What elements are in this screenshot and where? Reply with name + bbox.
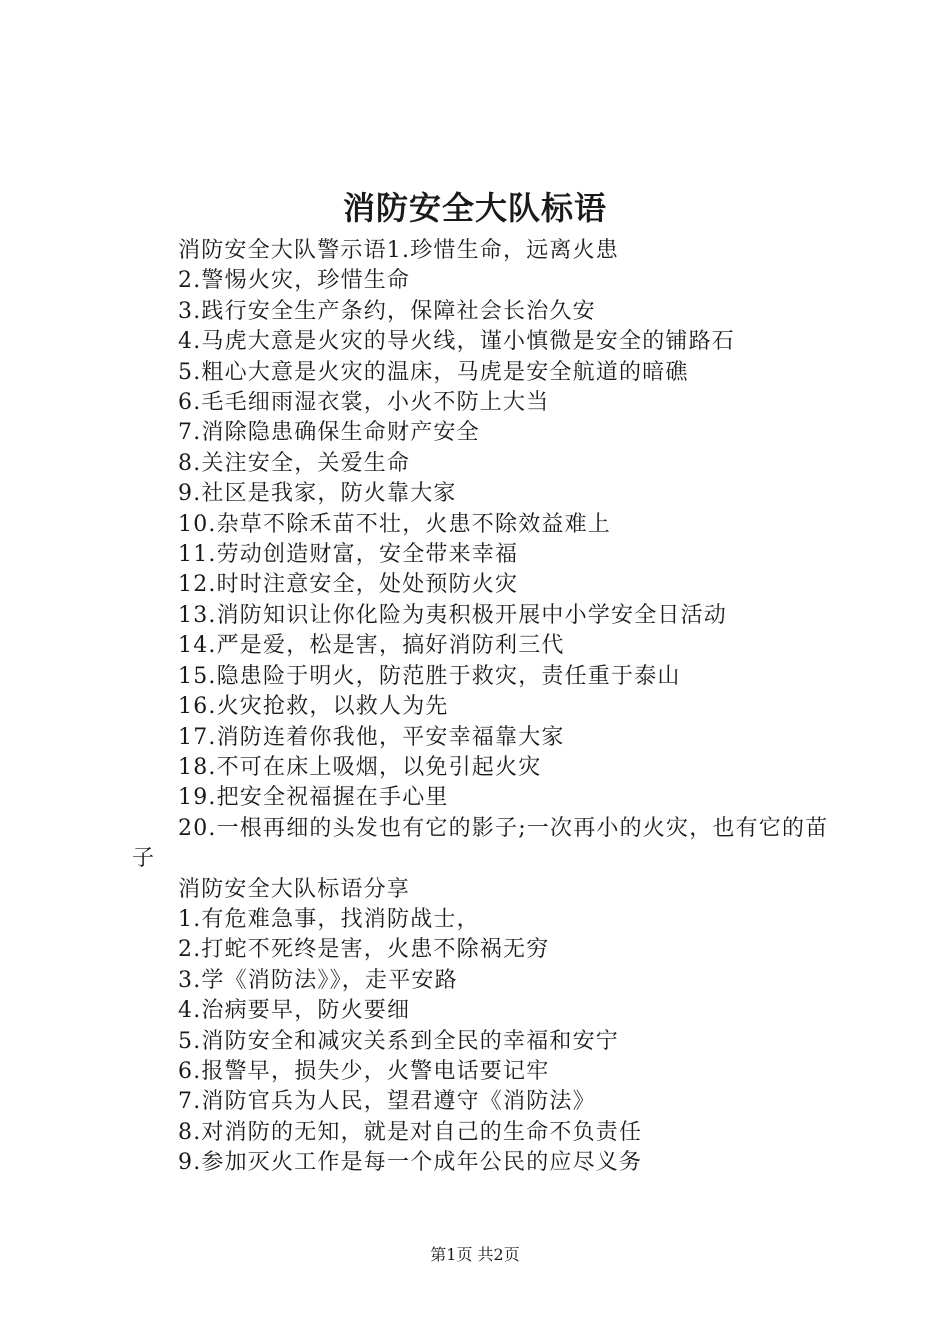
slogan-line: 16.火灾抢救，以救人为先 <box>178 694 449 720</box>
slogan-line: 4.马虎大意是火灾的导火线，谨小慎微是安全的铺路石 <box>178 329 735 355</box>
slogan-line: 8.对消防的无知，就是对自己的生命不负责任 <box>178 1119 643 1145</box>
slogan-line: 3.学《消防法》》，走平安路 <box>178 967 458 993</box>
slogan-line: 1.有危难急事，找消防战士， <box>178 906 480 932</box>
slogan-line: 12.时时注意安全，处处预防火灾 <box>178 572 519 598</box>
slogan-line: 7.消除隐患确保生命财产安全 <box>178 420 480 446</box>
slogan-line: 13.消防知识让你化险为夷积极开展中小学安全日活动 <box>178 602 727 628</box>
slogan-line: 2.警惕火灾，珍惜生命 <box>178 268 411 294</box>
slogan-line: 10.杂草不除禾苗不壮，火患不除效益难上 <box>178 511 611 537</box>
slogan-line: 9.参加灭火工作是每一个成年公民的应尽义务 <box>178 1150 643 1176</box>
slogan-line: 19.把安全祝福握在手心里 <box>178 785 449 811</box>
page-footer: 第1页 共2页 <box>430 1245 520 1264</box>
slogan-line: 8.关注安全，关爱生命 <box>178 450 411 476</box>
slogan-line: 17.消防连着你我他，平安幸福靠大家 <box>178 724 565 750</box>
slogan-line: 11.劳动创造财富，安全带来幸福 <box>178 542 519 568</box>
slogan-line: 5.消防安全和减灾关系到全民的幸福和安宁 <box>178 1028 619 1054</box>
slogan-line: 消防安全大队警示语1.珍惜生命，远离火患 <box>178 238 619 263</box>
slogan-line: 3.践行安全生产条约，保障社会长治久安 <box>178 298 596 324</box>
slogan-line: 9.社区是我家，防火靠大家 <box>178 481 457 507</box>
slogan-line: 14.严是爱，松是害，搞好消防利三代 <box>178 633 565 659</box>
slogan-line: 15.隐患险于明火，防范胜于救灾，责任重于泰山 <box>178 663 681 689</box>
document-body <box>132 236 832 1179</box>
slogan-line: 4.治病要早，防火要细 <box>178 998 411 1024</box>
document-title: 消防安全大队标语 <box>342 189 607 227</box>
slogan-line: 2.打蛇不死终是害，火患不除祸无穷 <box>178 937 550 963</box>
slogan-paragraph-wrapped: 20.一根再细的头发也有它的影子;一次再小的火灾，也有它的苗子 <box>132 815 829 872</box>
slogan-line: 18.不可在床上吸烟，以免引起火灾 <box>178 754 542 780</box>
section-heading: 消防安全大队标语分享 <box>178 876 411 902</box>
slogan-line: 6.毛毛细雨湿衣裳，小火不防上大当 <box>178 390 550 416</box>
slogan-line: 7.消防官兵为人民，望君遵守《消防法》 <box>178 1089 596 1115</box>
slogan-line: 6.报警早，损失少，火警电话要记牢 <box>178 1058 550 1084</box>
slogan-line: 5.粗心大意是火灾的温床，马虎是安全航道的暗礁 <box>178 359 689 385</box>
